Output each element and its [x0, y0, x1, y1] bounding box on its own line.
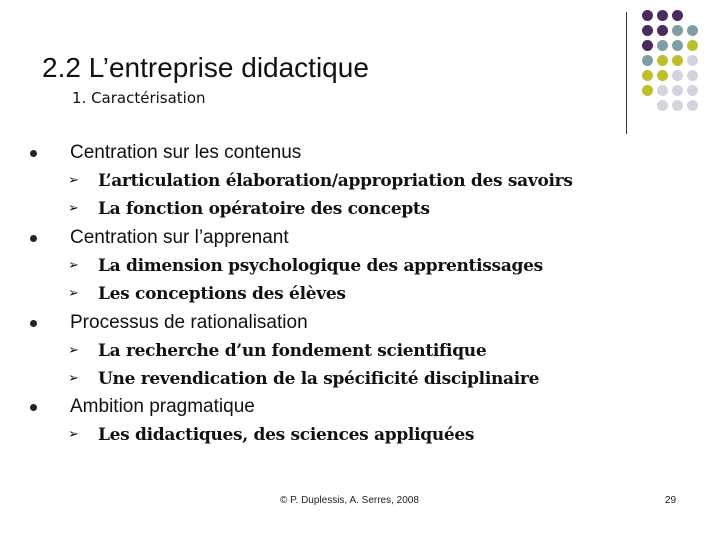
sub-bullet-text: Les didactiques, des sciences appliquées: [98, 425, 475, 445]
bullet-text: Processus de rationalisation: [70, 312, 308, 333]
sub-bullet-text: L’articulation élaboration/appropriation des savoirs: [98, 171, 573, 191]
arrow-bullet-icon: ➢: [68, 371, 79, 386]
page-number: 29: [665, 495, 677, 506]
slide-title: 2.2 L’entreprise didactique: [42, 52, 369, 83]
sub-bullet-text: La recherche d’un fondement scientifique: [98, 341, 487, 361]
arrow-bullet-icon: ➢: [68, 173, 79, 188]
bullet-dot-icon: [30, 404, 37, 411]
bullet-text: Centration sur les contenus: [70, 142, 302, 163]
arrow-bullet-icon: ➢: [68, 201, 79, 216]
footer-copyright: © P. Duplessis, A. Serres, 2008: [280, 495, 419, 506]
bullet-text: Ambition pragmatique: [70, 396, 255, 417]
sub-bullet-text: La fonction opératoire des concepts: [98, 199, 430, 219]
arrow-bullet-icon: ➢: [68, 258, 79, 273]
sub-bullet-text: La dimension psychologique des apprentissages: [98, 256, 543, 276]
bullet-text: Centration sur l’apprenant: [70, 227, 289, 248]
bullet-dot-icon: [30, 150, 37, 157]
bullet-dot-icon: [30, 320, 37, 327]
arrow-bullet-icon: ➢: [68, 343, 79, 358]
sub-bullet-text: Une revendication de la spécificité disciplinaire: [98, 369, 540, 389]
slide-subtitle: 1. Caractérisation: [72, 89, 206, 107]
arrow-bullet-icon: ➢: [68, 427, 79, 442]
sub-bullet-text: Les conceptions des élèves: [98, 284, 346, 304]
arrow-bullet-icon: ➢: [68, 286, 79, 301]
bullet-dot-icon: [30, 235, 37, 242]
